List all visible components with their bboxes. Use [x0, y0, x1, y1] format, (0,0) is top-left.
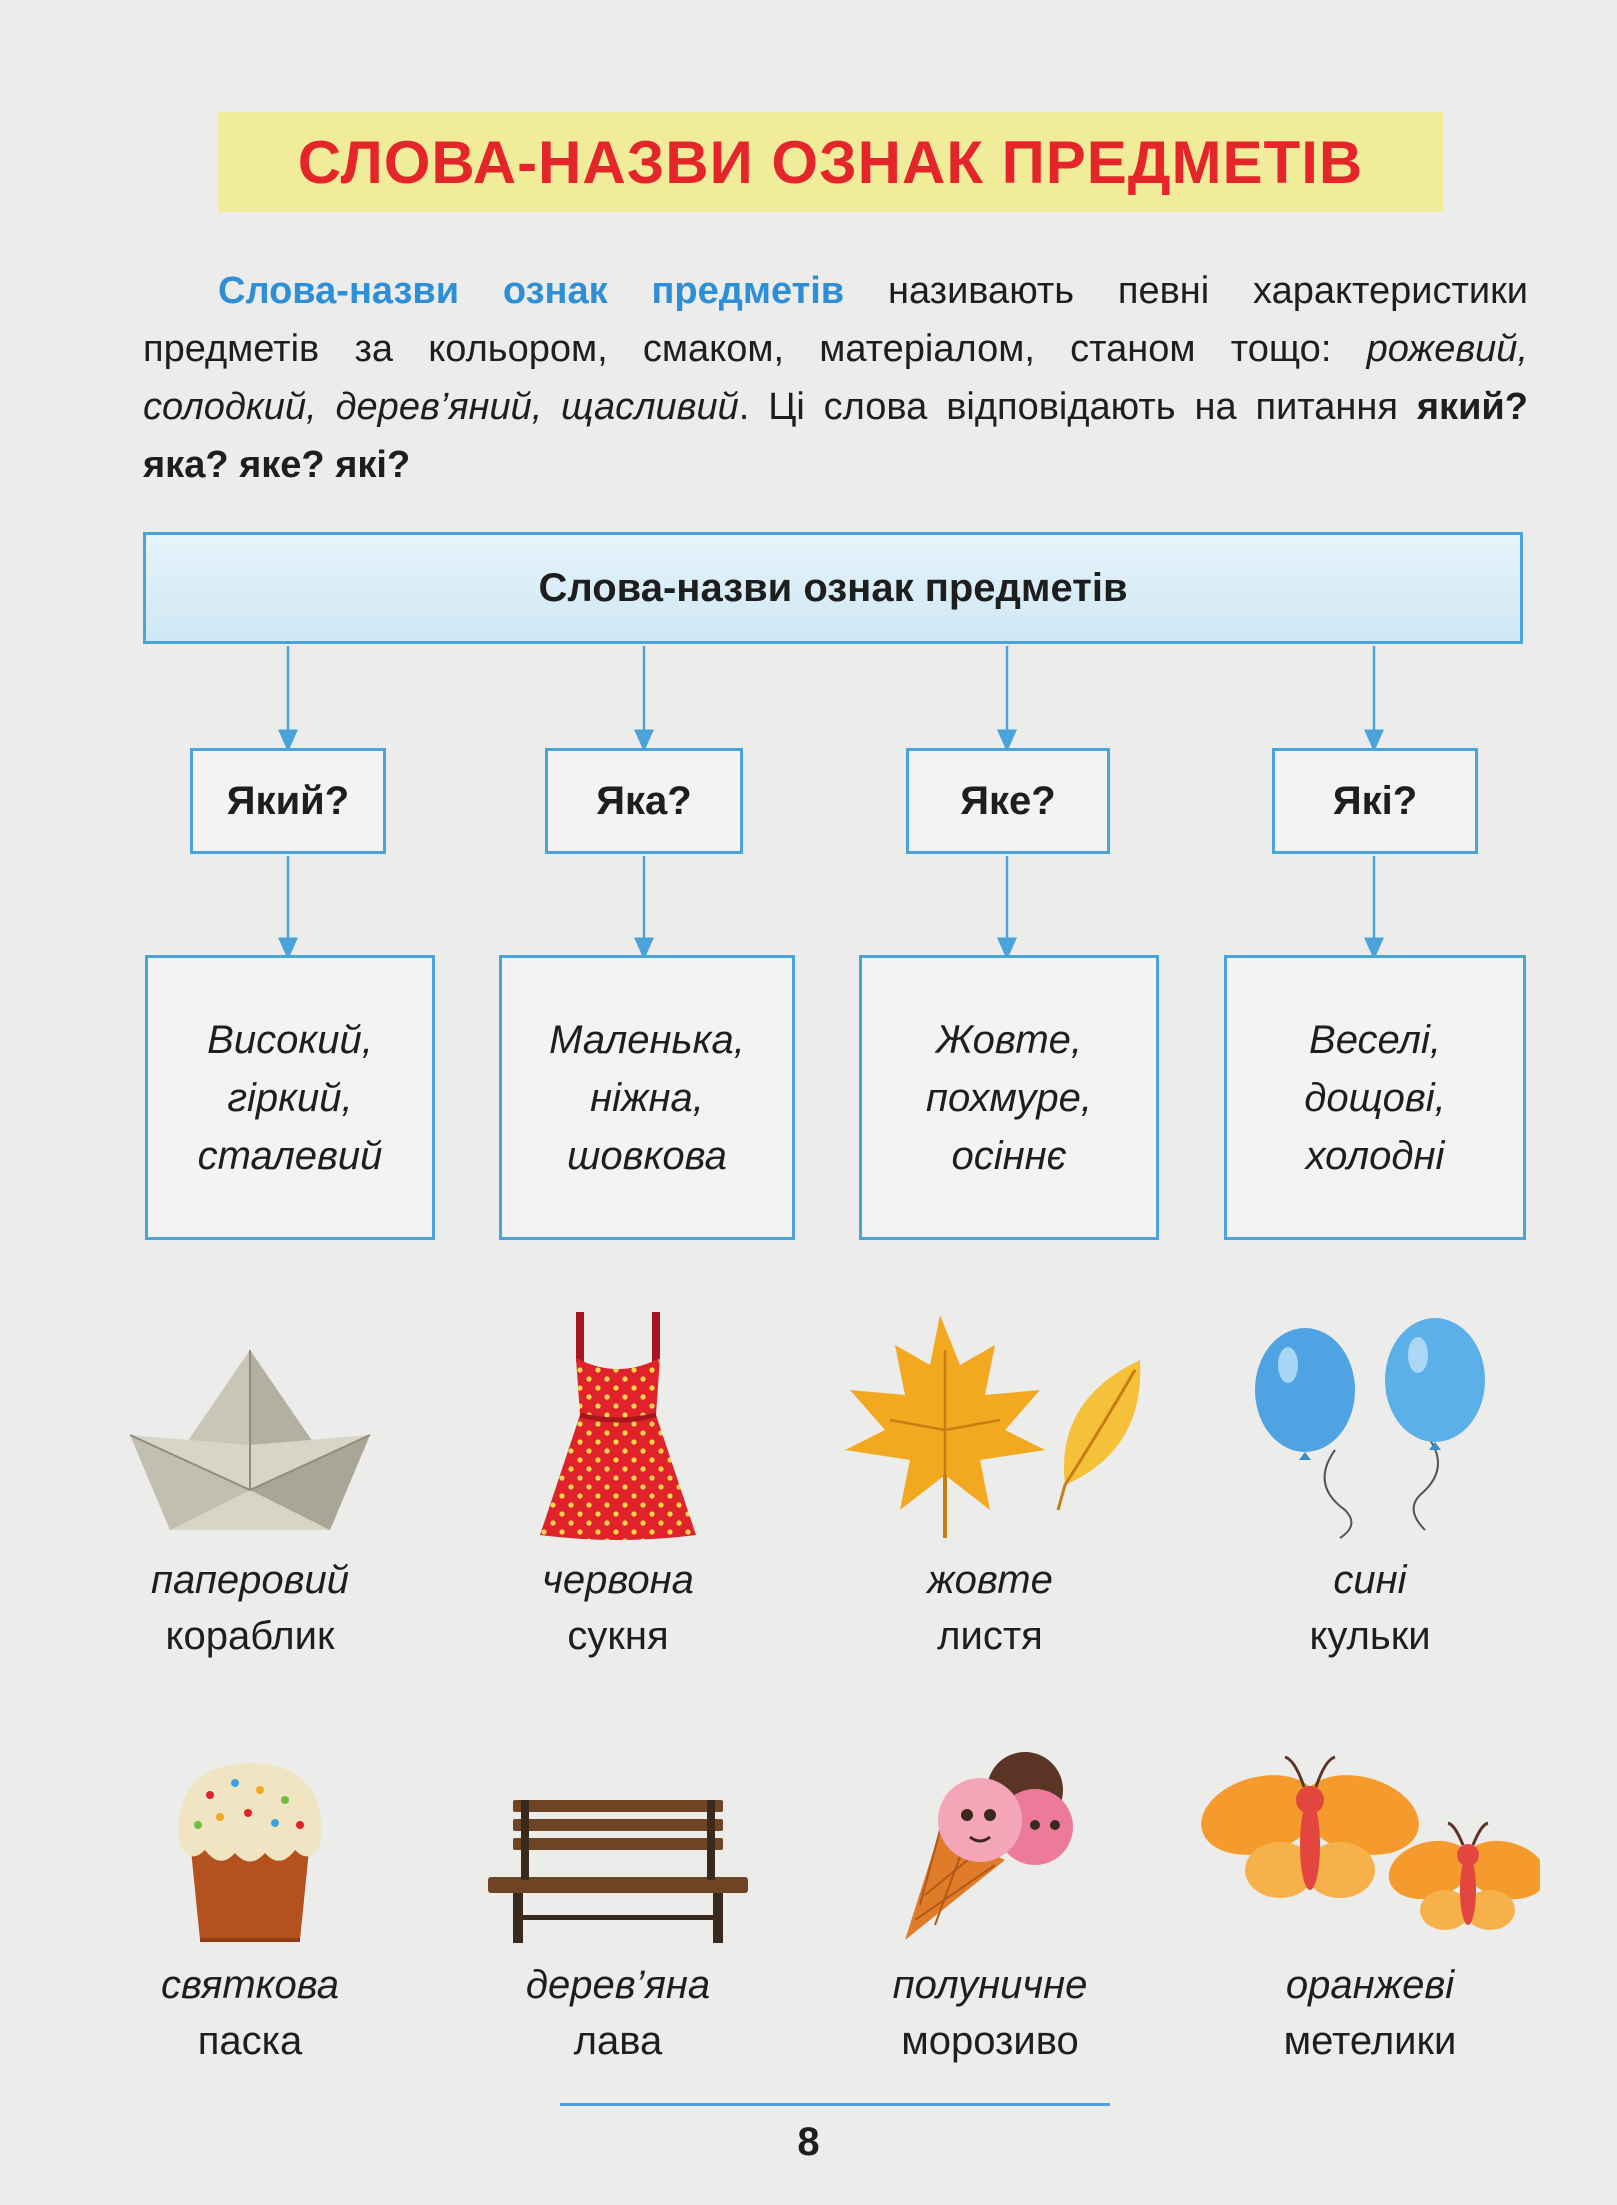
- example-red-dress: [448, 1310, 788, 1664]
- example-noun: морозиво: [901, 2019, 1079, 2063]
- example-adjective: червона: [542, 1558, 694, 1602]
- example-adjective: полуничне: [892, 1963, 1088, 2007]
- answer-word: ніжна,: [590, 1075, 704, 1120]
- example-noun: метелики: [1283, 2019, 1457, 2063]
- example-noun: кульки: [1309, 1614, 1431, 1658]
- example-noun: сукня: [567, 1614, 669, 1658]
- page-number: 8: [797, 2120, 820, 2164]
- page-title: СЛОВА-НАЗВИ ОЗНАК ПРЕДМЕТІВ: [297, 128, 1364, 196]
- butterflies-icon: [1200, 1745, 1540, 1945]
- easter-cake-icon: [160, 1755, 340, 1945]
- example-easter-cake: [80, 1715, 420, 2069]
- example-blue-balloons: [1200, 1310, 1540, 1664]
- answer-box-1: [145, 955, 435, 1240]
- answer-word: Жовте,: [935, 1017, 1083, 1062]
- answer-word: шовкова: [567, 1133, 727, 1178]
- example-noun: листя: [937, 1614, 1043, 1658]
- example-wooden-bench: [448, 1715, 788, 2069]
- answer-word: похмуре,: [926, 1075, 1092, 1120]
- example-butterflies: [1200, 1715, 1540, 2069]
- paper-boat-icon: [125, 1340, 375, 1540]
- answer-word: сталевий: [197, 1133, 383, 1178]
- answer-word: Маленька,: [549, 1017, 745, 1062]
- example-noun: паска: [197, 2019, 303, 2063]
- question-box-4: Які?: [1272, 748, 1478, 854]
- wooden-bench-icon: [483, 1795, 753, 1945]
- example-adjective: святкова: [160, 1963, 340, 2007]
- intro-text-2: . Ці слова відповідають на питання: [738, 386, 1417, 428]
- ice-cream-icon: [885, 1745, 1095, 1945]
- answer-word: осіннє: [951, 1133, 1067, 1178]
- example-ice-cream: [820, 1715, 1160, 2069]
- intro-questions: який? яка? яке? які?: [143, 386, 1528, 486]
- intro-term: Слова-назви ознак предметів: [218, 270, 845, 312]
- example-noun: лава: [573, 2019, 663, 2063]
- example-adjective: жовте: [927, 1558, 1053, 1602]
- question-box-2: Яка?: [545, 748, 743, 854]
- example-paper-boat: [80, 1310, 420, 1664]
- example-adjective: дерев’яна: [525, 1963, 711, 2007]
- blue-balloons-icon: [1250, 1310, 1490, 1540]
- answer-box-3: [859, 955, 1159, 1240]
- yellow-leaves-icon: [830, 1310, 1150, 1540]
- example-yellow-leaves: [820, 1310, 1160, 1664]
- answer-word: Високий,: [207, 1017, 373, 1062]
- answer-word: гіркий,: [227, 1075, 353, 1120]
- diagram-header: Слова-назви ознак предметів: [143, 532, 1523, 644]
- answer-box-4: [1224, 955, 1526, 1240]
- example-adjective: сині: [1333, 1558, 1407, 1602]
- intro-examples: рожевий, солодкий, дерев’яний, щасливий: [143, 328, 1528, 428]
- answer-word: холодні: [1305, 1133, 1445, 1178]
- red-dress-icon: [538, 1310, 698, 1540]
- answer-word: дощові,: [1304, 1075, 1446, 1120]
- example-adjective: паперовий: [151, 1558, 349, 1602]
- question-box-3: Яке?: [906, 748, 1110, 854]
- example-adjective: оранжеві: [1285, 1963, 1455, 2007]
- answer-word: Веселі,: [1309, 1017, 1441, 1062]
- answer-box-2: [499, 955, 795, 1240]
- footer-line: [560, 2103, 1110, 2106]
- question-box-1: Який?: [190, 748, 386, 854]
- intro-text-1: називають певні характеристики предметів за кольором, смаком, матеріалом, станом тощо:: [143, 270, 1529, 370]
- example-noun: кораблик: [165, 1614, 335, 1658]
